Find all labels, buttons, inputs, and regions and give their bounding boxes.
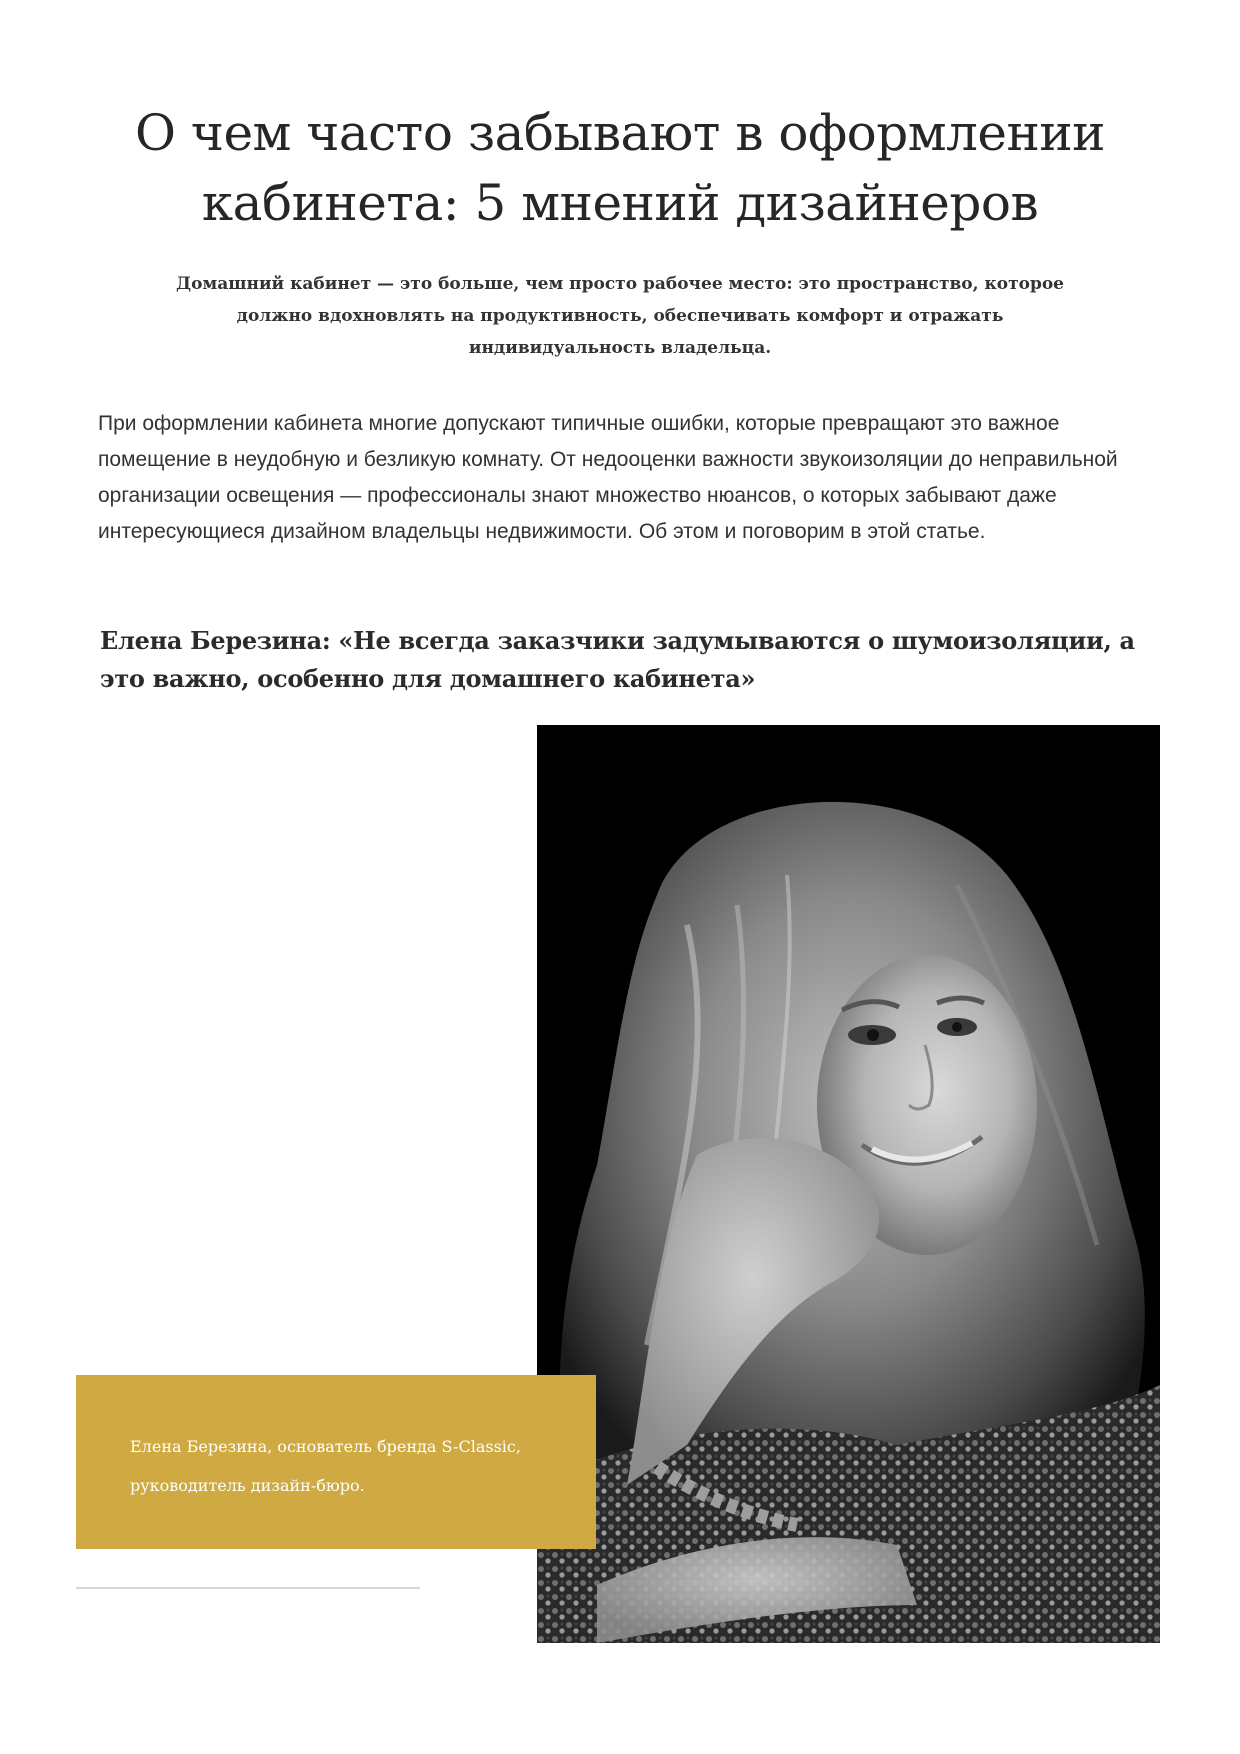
portrait-caption: Елена Березина, основатель бренда S-Classic, руководитель дизайн-бюро. — [130, 1437, 521, 1495]
article-title: О чем часто забывают в оформлении кабинета: 5 мнений дизайнеров — [135, 104, 1105, 232]
article-lead: Домашний кабинет — это больше, чем просто рабочее место: это пространство, которое должно вдохновлять на продуктивность, обеспечивать комфорт и отражать индивидуальность владельца. — [176, 274, 1064, 358]
section-heading: Елена Березина: «Не всегда заказчики задумываются о шумоизоляции, а это важно, особенно для домашнего кабинета» — [100, 626, 1135, 693]
article-intro: При оформлении кабинета многие допускают типичные ошибки, которые превращают это важное помещение в неудобную и безликую комнату. От недооценки важности звукоизоляции до неправильной организации освещения — профессионалы знают множество нюансов, о которых забывают даже интересующиеся дизайном владельцы недвижимости. Об этом и поговорим в этой статье. — [98, 412, 1118, 543]
portrait-caption-box — [76, 1375, 596, 1549]
caption-divider — [76, 1587, 420, 1589]
portrait-illustration — [537, 725, 1160, 1643]
designer-portrait-photo — [537, 725, 1160, 1643]
